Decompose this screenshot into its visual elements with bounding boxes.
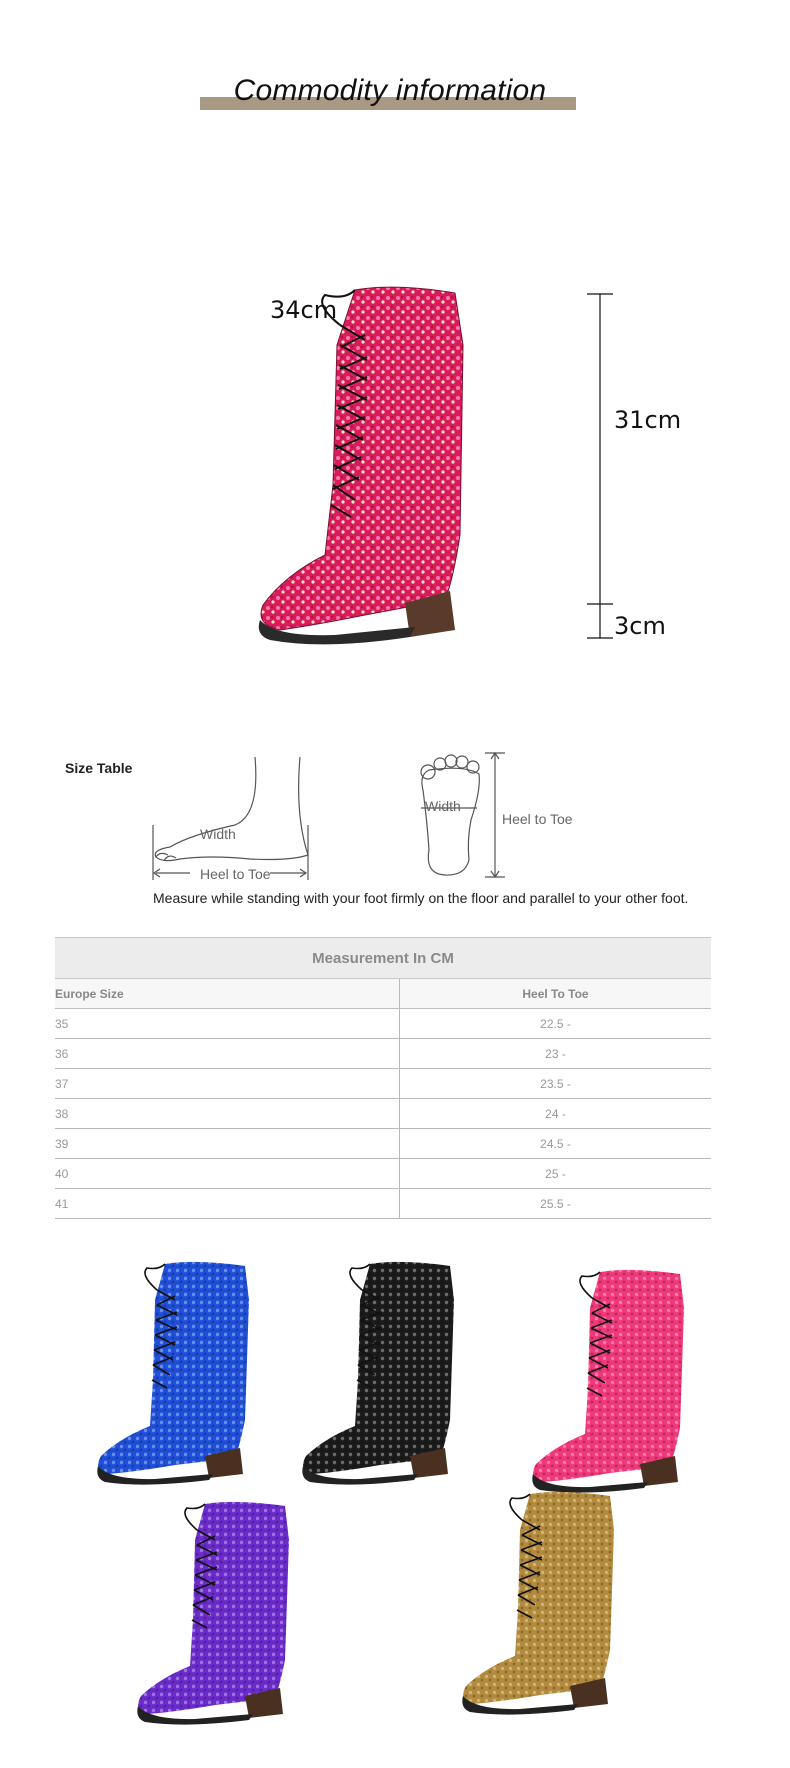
europe-size-cell: 36 (55, 1039, 400, 1069)
boot-variant-blue (95, 1260, 255, 1485)
europe-size-cell: 39 (55, 1129, 400, 1159)
table-heading: Measurement In CM (55, 938, 711, 979)
heel-to-toe-cell: 24.5 - (400, 1129, 712, 1159)
boot-variant-purple (135, 1500, 295, 1725)
side-heel-to-toe-label: Heel to Toe (200, 866, 271, 882)
side-width-label: Width (200, 826, 236, 842)
table-row (55, 1129, 711, 1159)
table-row (55, 1009, 711, 1039)
page-title: Commodity information (233, 74, 547, 107)
size-table-title: Size Table (65, 760, 133, 776)
table-row (55, 1039, 711, 1069)
table-row (55, 1069, 711, 1099)
europe-size-cell: 38 (55, 1099, 400, 1129)
heel-height-label: 3cm (614, 612, 666, 640)
table-column-headers (55, 979, 711, 1009)
width-dimension-label: 34cm (270, 296, 338, 324)
heel-to-toe-cell: 24 - (400, 1099, 712, 1129)
boot-variant-pink (530, 1268, 690, 1493)
europe-size-cell: 37 (55, 1069, 400, 1099)
europe-size-cell: 35 (55, 1009, 400, 1039)
heel-to-toe-cell: 23.5 - (400, 1069, 712, 1099)
boot-variant-gold (460, 1490, 620, 1715)
table-row (55, 1189, 711, 1219)
measurement-table (55, 937, 711, 1219)
column-header-heel-to-toe: Heel To Toe (400, 979, 712, 1009)
top-width-label: Width (425, 798, 461, 814)
measure-instruction: Measure while standing with your foot firmly on the floor and parallel to your other foot. (153, 890, 689, 906)
europe-size-cell: 40 (55, 1159, 400, 1189)
hero-boot-image (255, 285, 495, 685)
dimension-lines (585, 292, 615, 642)
heel-to-toe-cell: 25.5 - (400, 1189, 712, 1219)
heel-to-toe-cell: 23 - (400, 1039, 712, 1069)
column-header-europe-size: Europe Size (55, 979, 400, 1009)
foot-top-diagram (415, 750, 515, 880)
table-row (55, 1159, 711, 1189)
foot-side-diagram (150, 755, 320, 880)
table-row (55, 1099, 711, 1129)
top-heel-to-toe-label: Heel to Toe (502, 811, 573, 827)
heel-to-toe-cell: 22.5 - (400, 1009, 712, 1039)
heel-to-toe-cell: 25 - (400, 1159, 712, 1189)
boot-variant-black (300, 1260, 460, 1485)
shaft-height-label: 31cm (614, 406, 682, 434)
europe-size-cell: 41 (55, 1189, 400, 1219)
